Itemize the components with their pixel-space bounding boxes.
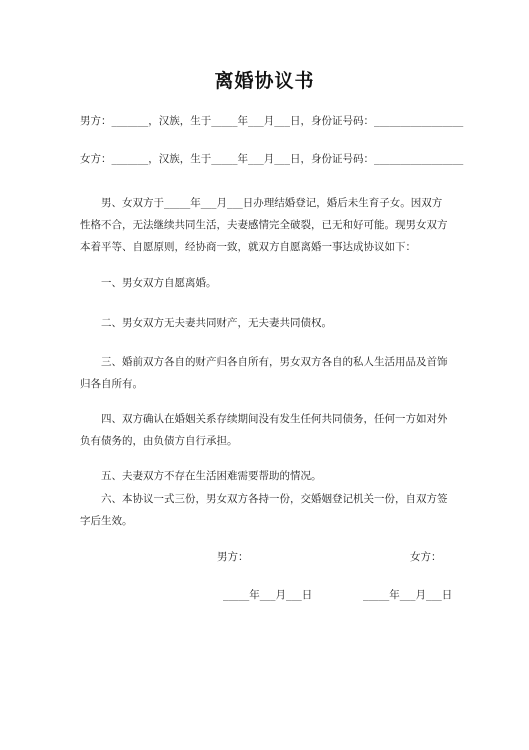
clause-4: 四、双方确认在婚姻关系存续期间没有发生任何共同债务，任何一方如对外负有债务的，由负债方自行承担。 (80, 413, 448, 447)
wife-signature-label: 女方： (410, 551, 442, 563)
intro-paragraph: 男、女双方于_____年___月___日办理结婚登记，婚后未生育子女。因双方性格不合，无法继续共同生活，夫妻感情完全破裂，已无和好可能。现男女双方本着平等、自愿原则，经协商一致，就双方自愿离婚一事达成协议如下： (80, 197, 448, 253)
clause-2: 二、男女双方无夫妻共同财产，无夫妻共同债权。 (101, 317, 332, 329)
clause-5: 五、夫妻双方不存在生活困难需要帮助的情况。 (101, 470, 322, 482)
clause-6: 六、本协议一式三份，男女双方各持一份，交婚姻登记机关一份，自双方签字后生效。 (80, 493, 448, 527)
husband-info-line: 男方：_______，汉族，生于_____年___月___日，身份证号码：_________________ (80, 115, 464, 127)
husband-signature-date: _____年___月___日 (223, 589, 313, 601)
clause-3: 三、婚前双方各自的财产归各自所有，男女双方各自的私人生活用品及首饰归各自所有。 (80, 356, 448, 390)
clause-1: 一、男女双方自愿离婚。 (101, 277, 217, 289)
wife-signature-date: _____年___月___日 (363, 589, 453, 601)
wife-info-line: 女方：_______，汉族，生于_____年___月___日，身份证号码：_________________ (80, 153, 464, 165)
husband-signature-label: 男方： (217, 551, 249, 563)
document-title: 离婚协议书 (214, 70, 315, 92)
